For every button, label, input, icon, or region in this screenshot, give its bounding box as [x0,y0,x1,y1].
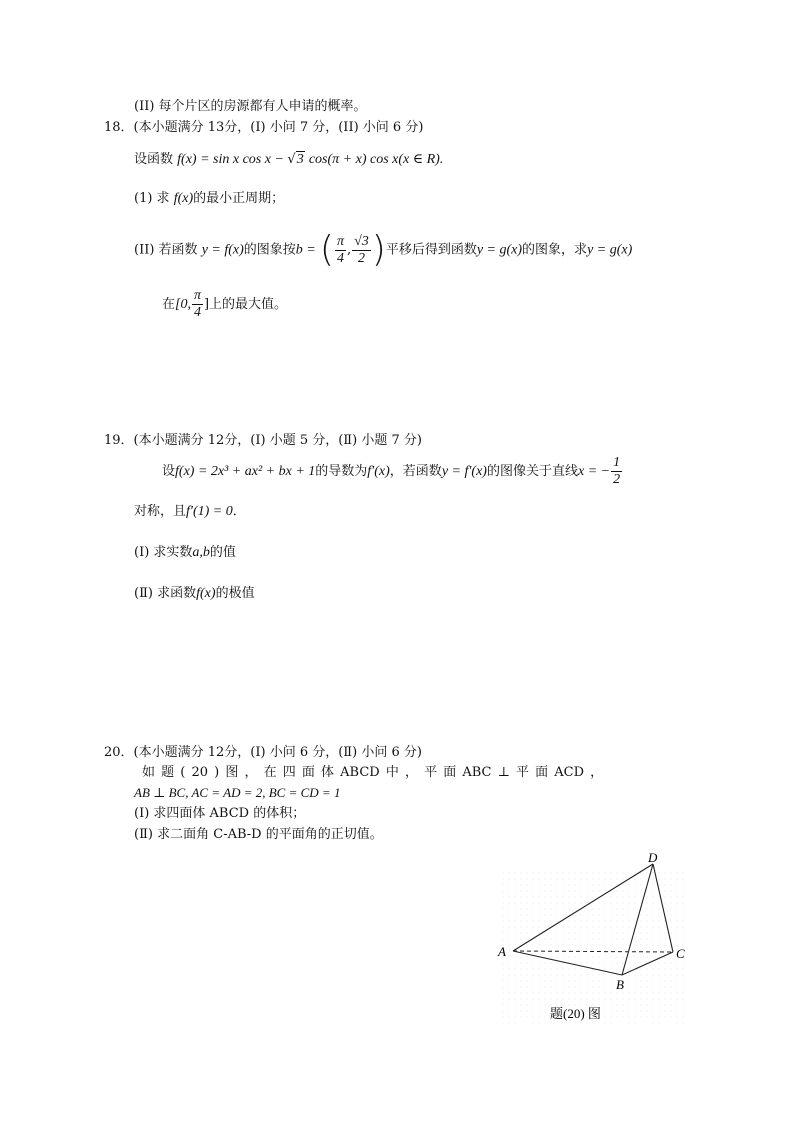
q19-stem-mid3: 的图像关于直线 [486,464,578,479]
label-B: B [616,977,624,992]
q19-stem-fprime: f′(x) [367,464,390,479]
q18-stem-formula-b: cos(π + x) cos x(x ∈ R). [308,152,444,167]
q20-header: 20．(本小题满分 12分，(Ⅰ) 小问 6 分，(Ⅱ) 小问 6 分) [104,745,422,760]
q18-part1-fx: f(x) [173,191,194,206]
q19-stem-mid2: ，若函数 [389,464,442,479]
q18-part2-yfx: y = f(x) [201,242,244,258]
q19-part1 [134,545,236,561]
q18-stem-formula-a: f(x) = sin x cos x − [177,152,288,167]
q18-part2-mid1: 的图象按 [243,242,296,258]
q18-interval-open: [0, [175,297,191,312]
q19-line2 [134,504,246,520]
q20-part1: (Ⅰ) 求四面体 ABCD 的体积； [134,806,306,821]
q18-frac-sqrt3-2: $\frac{√3}{2}$ [354,233,369,266]
left-paren: ( [319,229,334,270]
q18-stem-sqrt: 3 [296,152,304,167]
label-D: D [648,850,658,865]
q18-part1-suffix: 的最小正周期； [193,191,285,206]
q19-part1-suffix: 的值 [209,545,236,560]
q18-stem [134,152,443,168]
q19-stem-prefix: 设 [162,464,176,479]
q18-header: 18．(本小题满分 13分，(I) 小问 7 分，(II) 小问 6 分) [104,120,424,135]
q17-part2: (II) 每个片区的房源都有人申请的概率。 [134,99,367,114]
q18-part2-prefix: (II) 若函数 [134,242,198,258]
q18-frac-pi-4: $\frac{\pi}{4}$ [336,233,344,266]
q18-stem-prefix: 设函数 [134,152,174,167]
q18-part1 [134,191,284,207]
q18-part1-prefix: (1) 求 [134,191,170,206]
q19-stem-x: x = − [577,464,611,479]
q19-part1-ab: a,b [192,545,210,560]
figure-background [502,868,688,1023]
label-C: C [676,946,685,961]
q18-part2-b: b = [295,242,316,258]
q19-line2-suffix: ． [232,504,246,519]
q19-line2-formula: f′(1) = 0 [186,504,233,519]
q18-part2-ygx: y = g(x) [476,242,523,258]
right-paren: ) [371,229,386,270]
label-A: A [498,944,506,959]
q19-stem-formula: f(x) = 2x³ + ax² + bx + 1 [175,464,316,479]
q19-part2 [134,586,255,602]
q19-frac-half: $\frac{1}{2}$ [613,455,621,487]
q19-stem [162,452,623,492]
q19-part2-prefix: (Ⅱ) 求函数 [134,586,197,601]
q19-part2-suffix: 的极值 [215,586,255,601]
q18-part2-ygx2: y = g(x) [587,242,633,258]
q19-stem-mid1: 的导数为 [315,464,368,479]
q18-part2-mid3: 的图象，求 [522,242,588,258]
q20-stem-line1: 如 题 ( 20 ) 图 ， 在 四 面 体 ABCD 中 ， 平 面 ABC ⊥ 平 面 ACD ， [142,765,604,780]
sqrt-symbol: √3 [287,152,304,167]
q19-header: 19．(本小题满分 12分，(Ⅰ) 小题 5 分，(Ⅱ) 小题 7 分) [104,433,422,448]
tetrahedron-figure [490,848,700,1028]
q19-line2-prefix: 对称，且 [134,504,187,519]
q19-stem-yfprime: y = f′(x) [441,464,487,479]
q18-line2-prefix: 在 [162,297,176,312]
q20-part2: (Ⅱ) 求二面角 C-AB-D 的平面角的正切值。 [134,827,383,842]
q19-part1-prefix: (Ⅰ) 求实数 [134,545,193,560]
q19-part2-fx: f(x) [196,586,216,601]
q18-part2-mid2: 平移后得到函数 [385,242,477,258]
figure-caption: 题(20) 图 [550,1006,601,1021]
q18-part2-line2 [162,285,287,325]
q18-part2: (II) 若函数 y = f(x)的图象按b = ( $\frac{\pi}{4}$ , $\frac{√3}{2}$ )平移后得到函数y = g(x)的图象，求y = g(x) [134,229,633,270]
q18-frac-interval: $\frac{\pi}{4}$ [193,288,201,320]
q20-stem-line2: AB ⊥ BC, AC = AD = 2, BC = CD = 1 [134,785,341,800]
q18-line2-suffix: ]上的最大值。 [203,297,288,312]
